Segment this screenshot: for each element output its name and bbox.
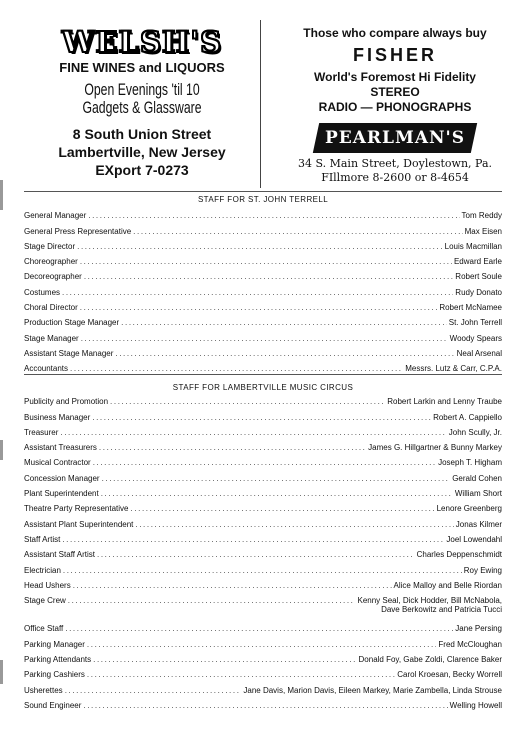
staff-name: Joel Lowendahl xyxy=(446,534,502,544)
staff-row xyxy=(24,513,502,528)
leader-dots xyxy=(121,318,447,327)
fisher-stereo: STEREO xyxy=(370,85,420,99)
staff-name: Robert McNamee xyxy=(439,303,502,313)
staff-name: Edward Earle xyxy=(453,257,502,267)
fisher-radio: RADIO — PHONOGRAPHS xyxy=(318,100,472,114)
staff-role: Usherettes xyxy=(24,685,63,695)
leader-dots xyxy=(87,640,436,649)
welsh-address: 8 South Union Street xyxy=(72,126,212,142)
staff-role: Choreographer xyxy=(24,257,78,267)
welsh-phone: EXport 7-0273 xyxy=(95,162,189,178)
leader-dots xyxy=(80,303,438,312)
staff-row xyxy=(24,205,502,220)
leader-dots xyxy=(92,413,431,422)
staff-row xyxy=(24,312,502,327)
leader-dots xyxy=(97,550,415,559)
staff-name: Roy Ewing xyxy=(463,565,502,575)
staff-name: William Short xyxy=(454,489,502,499)
staff-role: Concession Manager xyxy=(24,473,100,483)
staff-name: Fred McCloughan xyxy=(438,639,502,649)
leader-dots xyxy=(65,624,453,633)
welsh-logo: WELSH'S xyxy=(61,25,223,59)
leader-dots xyxy=(68,596,356,605)
leader-dots xyxy=(88,211,459,220)
staff-role: Electrician xyxy=(24,565,61,575)
section-title-circus: STAFF FOR LAMBERTVILLE MUSIC CIRCUS xyxy=(172,383,354,392)
staff-role: Costumes xyxy=(24,287,61,297)
staff-role: Accountants xyxy=(24,364,69,374)
leader-dots xyxy=(81,334,448,343)
staff-role: Publicity and Promotion xyxy=(24,397,109,407)
staff-name: Tom Reddy xyxy=(461,211,502,221)
leader-dots xyxy=(93,458,436,467)
scan-edge-mark xyxy=(0,180,3,210)
staff-row xyxy=(24,406,502,421)
leader-dots xyxy=(77,242,443,251)
staff-name: Carol Kroesan, Becky Worrell xyxy=(397,670,502,680)
leader-dots xyxy=(73,581,392,590)
staff-name: Robert Larkin and Lenny Traube xyxy=(387,397,502,407)
staff-name: St. John Terrell xyxy=(448,318,502,328)
leader-dots xyxy=(93,655,356,664)
staff-name: Jane Davis, Marion Davis, Eileen Markey, Marie Zambella, Linda Strouse xyxy=(243,685,502,695)
section-title-terrell: STAFF FOR ST. JOHN TERRELL xyxy=(197,195,329,204)
welsh-city: Lambertville, New Jersey xyxy=(58,144,226,160)
leader-dots xyxy=(63,566,462,575)
leader-dots xyxy=(62,288,453,297)
pearlmans-phone: FIllmore 8-2600 or 8-4654 xyxy=(321,171,469,184)
staff-list-circus xyxy=(24,391,502,710)
staff-role: Theatre Party Representative xyxy=(24,504,129,514)
top-divider xyxy=(24,191,502,192)
staff-row xyxy=(24,297,502,312)
staff-role: Business Manager xyxy=(24,412,91,422)
staff-role: Parking Manager xyxy=(24,639,85,649)
middle-divider xyxy=(24,374,502,375)
staff-row xyxy=(24,391,502,406)
fisher-tagline: Those who compare always buy xyxy=(303,26,487,40)
welsh-advertisement xyxy=(28,18,256,179)
staff-name: Neal Arsenal xyxy=(456,348,502,358)
leader-dots xyxy=(133,227,462,236)
staff-role: Assistant Plant Superintendent xyxy=(24,519,134,529)
staff-row xyxy=(24,422,502,437)
staff-name-continued: Dave Berkowitz and Patricia Tucci xyxy=(381,605,502,615)
staff-name: Jonas Kilmer xyxy=(455,519,502,529)
staff-row xyxy=(24,452,502,467)
fisher-line1: World's Foremost Hi Fidelity xyxy=(314,70,476,84)
pearlmans-address: 34 S. Main Street, Doylestown, Pa. xyxy=(297,157,493,170)
leader-dots xyxy=(87,670,395,679)
staff-row xyxy=(24,327,502,342)
staff-row xyxy=(24,590,502,605)
staff-role: Plant Superintendent xyxy=(24,489,99,499)
staff-role: Assistant Stage Manager xyxy=(24,348,114,358)
staff-row xyxy=(24,559,502,574)
fisher-advertisement xyxy=(270,18,520,185)
staff-role: Parking Cashiers xyxy=(24,670,85,680)
scan-edge-mark xyxy=(0,660,3,684)
leader-dots xyxy=(110,397,385,406)
staff-role: Assistant Treasurers xyxy=(24,443,97,453)
staff-name: Kenny Seal, Dick Hodder, Bill McNabola, xyxy=(357,596,502,606)
staff-role: Head Ushers xyxy=(24,580,71,590)
leader-dots xyxy=(135,520,453,529)
ad-divider xyxy=(260,20,261,188)
staff-name: Louis Macmillan xyxy=(444,241,502,251)
staff-row xyxy=(24,664,502,679)
staff-role: Sound Engineer xyxy=(24,700,82,710)
staff-name: Charles Deppenschmidt xyxy=(416,550,502,560)
leader-dots xyxy=(101,489,453,498)
pearlmans-logo xyxy=(313,123,477,153)
leader-dots xyxy=(83,701,447,710)
leader-dots xyxy=(115,349,454,358)
staff-role: Assistant Staff Artist xyxy=(24,550,95,560)
staff-row xyxy=(24,575,502,590)
staff-row xyxy=(24,633,502,648)
leader-dots xyxy=(80,257,452,266)
staff-role: Stage Crew xyxy=(24,596,66,606)
welsh-gadgets: Gadgets & Glassware xyxy=(82,98,202,117)
leader-dots xyxy=(62,535,444,544)
staff-name: Lenore Greenberg xyxy=(436,504,502,514)
welsh-fine-wines: FINE WINES and LIQUORS xyxy=(59,60,225,75)
staff-row xyxy=(24,220,502,235)
staff-row xyxy=(24,467,502,482)
staff-row xyxy=(24,695,502,710)
staff-name: Jane Persing xyxy=(455,624,502,634)
staff-role: Stage Director xyxy=(24,241,76,251)
staff-row xyxy=(24,649,502,664)
leader-dots xyxy=(131,504,435,513)
staff-row xyxy=(24,498,502,513)
staff-name: Alice Malloy and Belle Riordan xyxy=(393,580,502,590)
staff-row xyxy=(24,544,502,559)
staff-name: Robert A. Cappiello xyxy=(433,412,502,422)
scan-edge-mark xyxy=(0,440,3,460)
leader-dots xyxy=(60,428,446,437)
staff-role: General Manager xyxy=(24,211,87,221)
leader-dots xyxy=(102,474,451,483)
staff-role: General Press Representative xyxy=(24,226,132,236)
staff-row xyxy=(24,236,502,251)
staff-role: Choral Director xyxy=(24,303,78,313)
staff-name: Rudy Donato xyxy=(455,287,502,297)
staff-row xyxy=(24,266,502,281)
leader-dots xyxy=(84,272,453,281)
leader-dots xyxy=(99,443,366,452)
staff-name: John Scully, Jr. xyxy=(448,427,502,437)
staff-name: Joseph T. Higham xyxy=(438,458,502,468)
pearlmans-logo-text: PEARLMAN'S xyxy=(324,128,466,148)
staff-row xyxy=(24,679,502,694)
leader-dots xyxy=(70,364,403,373)
staff-role: Musical Contractor xyxy=(24,458,91,468)
fisher-brand: FISHER xyxy=(352,45,437,65)
staff-row xyxy=(24,251,502,266)
staff-row xyxy=(24,618,502,633)
staff-name: Robert Soule xyxy=(455,272,502,282)
staff-row xyxy=(24,281,502,296)
staff-role: Office Staff xyxy=(24,624,64,634)
staff-row xyxy=(24,358,502,373)
staff-list-terrell xyxy=(24,205,502,373)
staff-role: Production Stage Manager xyxy=(24,318,120,328)
staff-name: James G. Hillgartner & Bunny Markey xyxy=(368,443,502,453)
staff-name: Max Eisen xyxy=(464,226,502,236)
leader-dots xyxy=(65,686,242,695)
staff-row xyxy=(24,437,502,452)
staff-row xyxy=(24,529,502,544)
staff-row xyxy=(24,483,502,498)
staff-role: Decoreographer xyxy=(24,272,82,282)
staff-role: Parking Attendants xyxy=(24,655,92,665)
staff-role: Staff Artist xyxy=(24,534,61,544)
staff-role: Treasurer xyxy=(24,427,59,437)
staff-role: Stage Manager xyxy=(24,333,79,343)
staff-name: Gerald Cohen xyxy=(452,473,502,483)
staff-row xyxy=(24,343,502,358)
staff-name: Donald Foy, Gabe Zoldi, Clarence Baker xyxy=(358,655,502,665)
staff-name: Messrs. Lutz & Carr, C.P.A. xyxy=(405,364,502,374)
staff-name: Woody Spears xyxy=(449,333,502,343)
welsh-hours: Open Evenings 'til 10 xyxy=(84,80,200,99)
staff-name: Welling Howell xyxy=(449,700,502,710)
